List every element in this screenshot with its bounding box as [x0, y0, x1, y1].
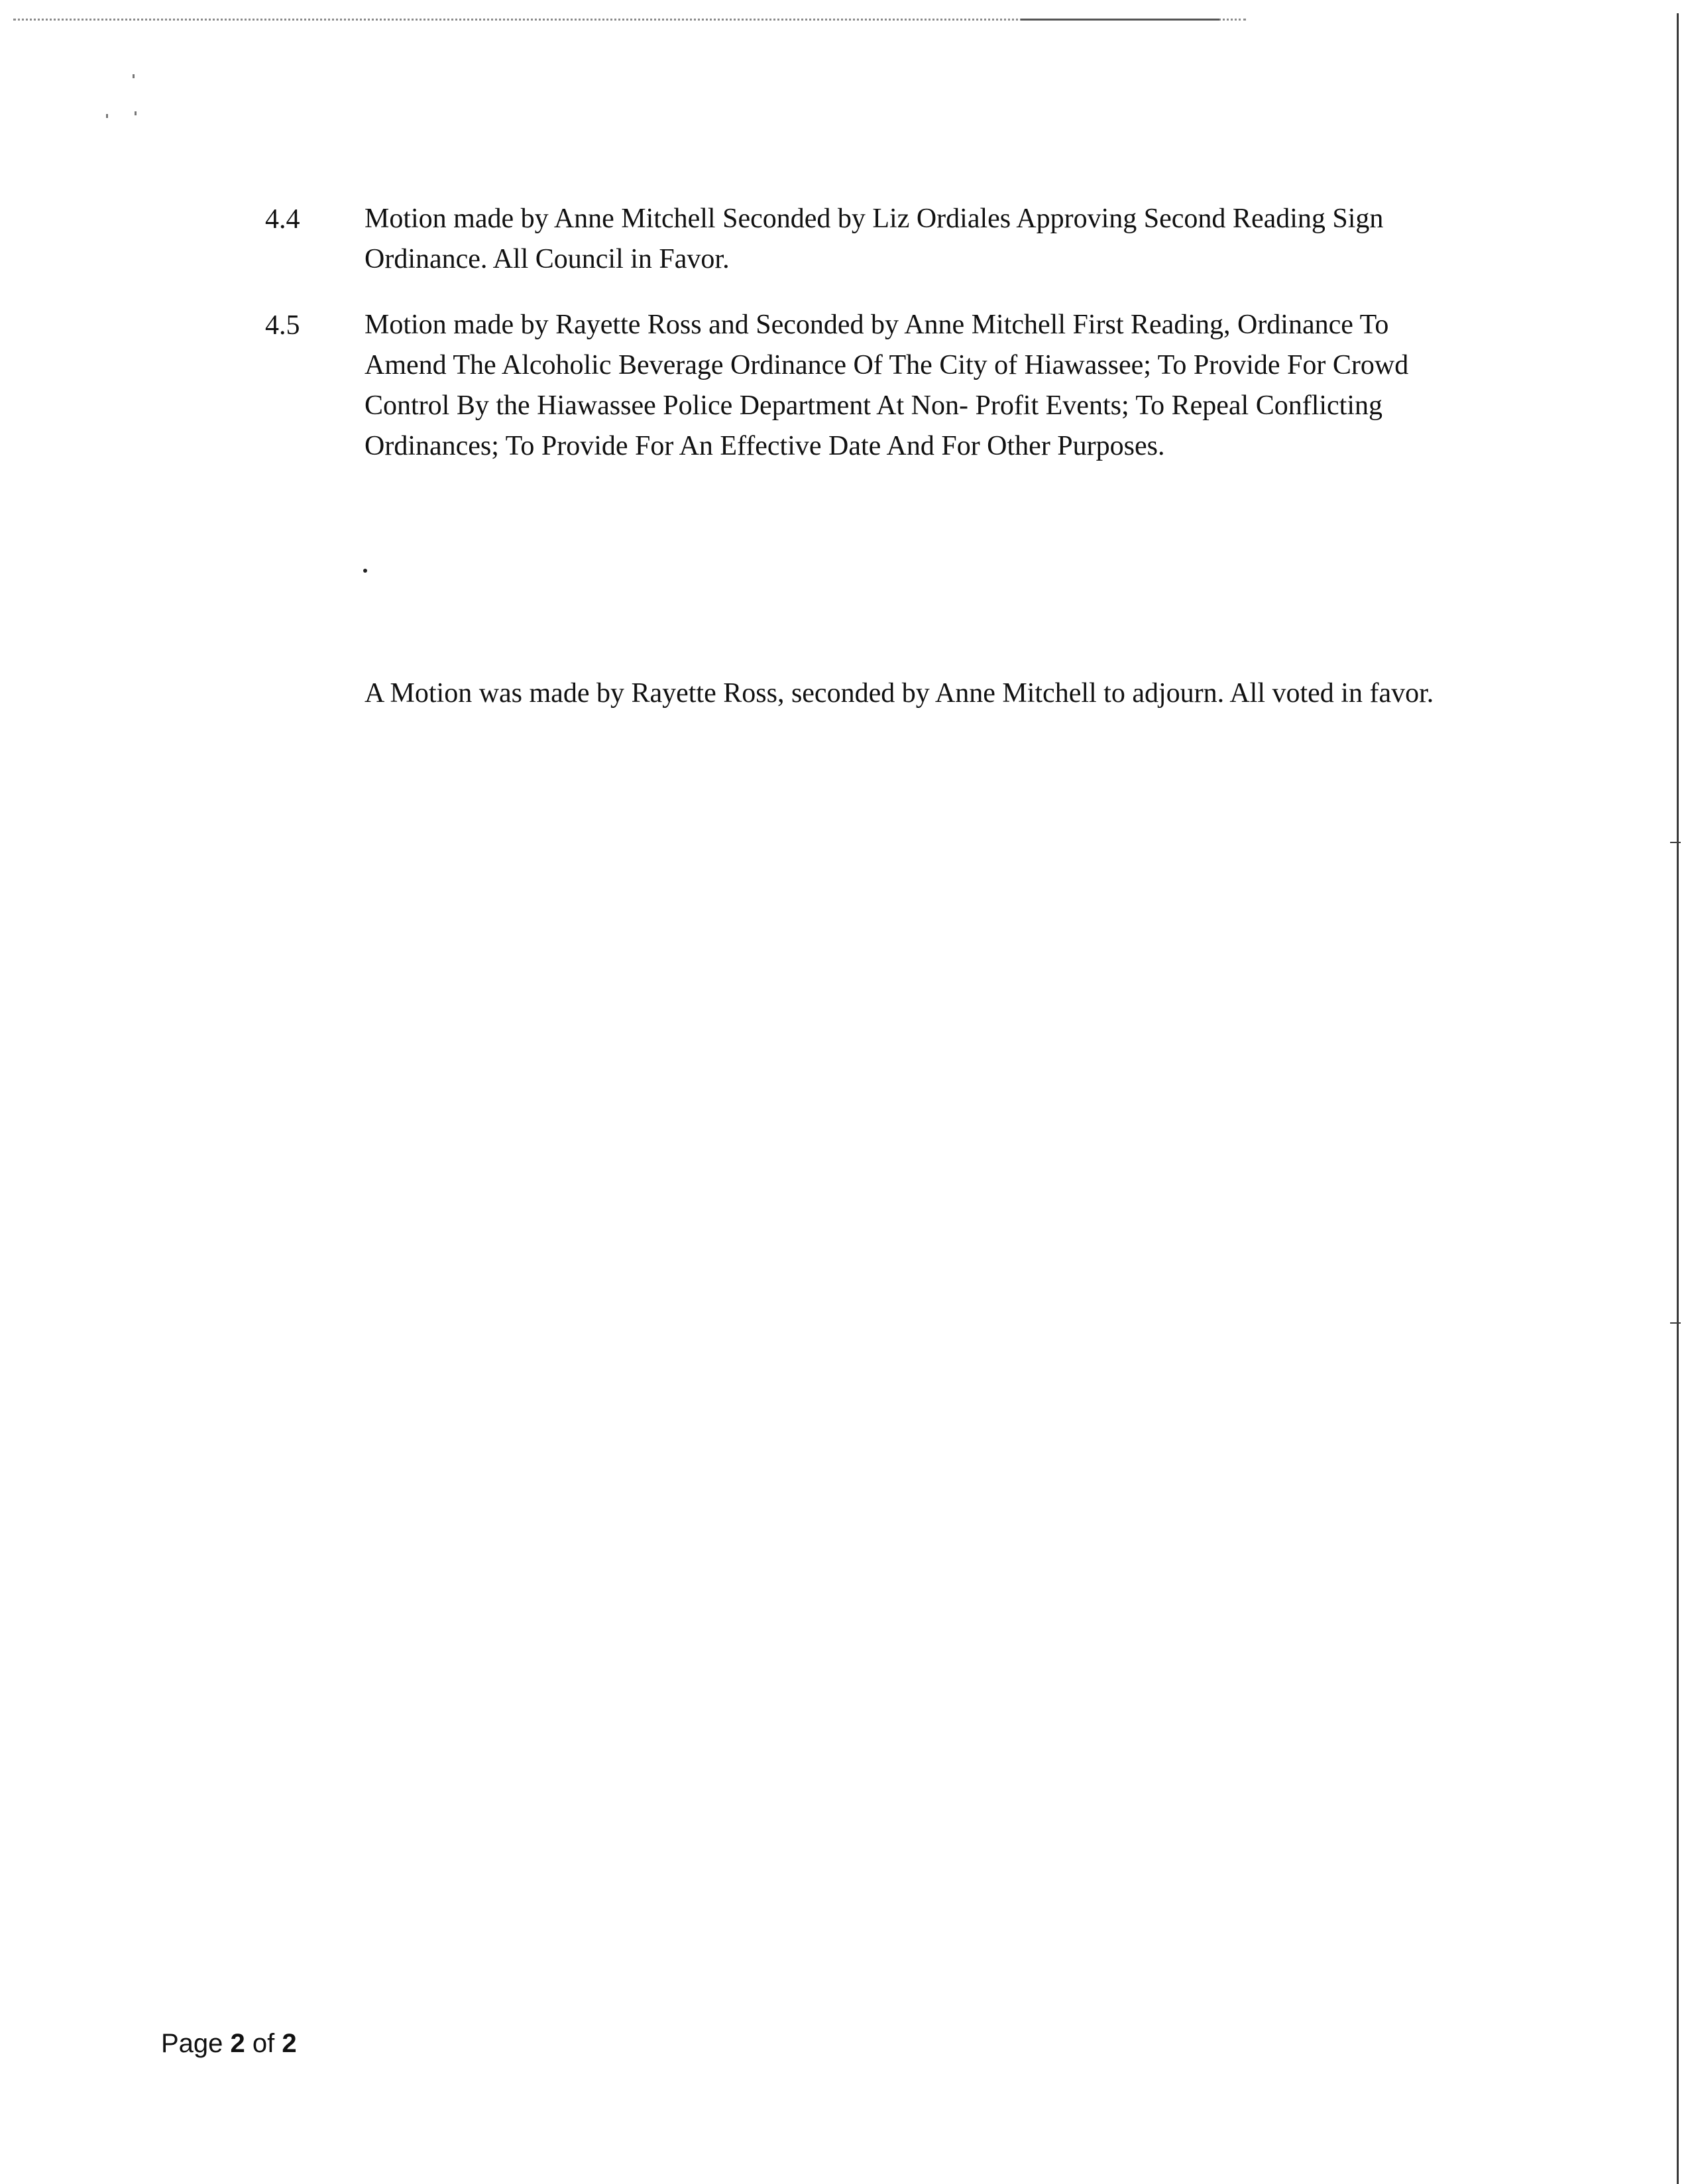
scan-speck: [135, 111, 137, 115]
of-label: of: [252, 2029, 275, 2058]
item-number: 4.5: [265, 310, 300, 341]
stray-dot: [363, 569, 367, 573]
scan-right-edge: [1677, 13, 1679, 2184]
scan-right-tick: [1670, 842, 1681, 843]
item-text: Motion made by Anne Mitchell Seconded by Liz Ordiales Approving Second Reading Sign Ordinance. All Council in Favor.: [365, 203, 1384, 274]
page-footer: [161, 2027, 297, 2060]
agenda-item: [265, 305, 1471, 467]
scan-speck: [106, 114, 108, 118]
page-label: Page: [161, 2029, 223, 2058]
adjournment-paragraph: A Motion was made by Rayette Ross, seconded by Anne Mitchell to adjourn. All voted in favor.: [365, 678, 1434, 709]
scan-top-edge-solid: [1021, 19, 1219, 21]
item-number: 4.4: [265, 204, 300, 235]
item-text: Motion made by Rayette Ross and Seconded by Anne Mitchell First Reading, Ordinance To Amend The Alcoholic Beverage Ordinance Of The City of Hiawassee; To Provide For Crowd Control By the Hiawassee Police Department At Non- Profit Events; To Repeal Conflicting Ordinances; To Provide For An Effective Date And For Other Purposes.: [365, 310, 1409, 461]
current-page-number: 2: [230, 2029, 245, 2058]
scan-right-tick: [1670, 1322, 1681, 1324]
agenda-items: [265, 199, 1471, 492]
agenda-item: [265, 199, 1471, 280]
scan-speck: [133, 74, 135, 78]
total-pages-number: 2: [282, 2029, 297, 2058]
